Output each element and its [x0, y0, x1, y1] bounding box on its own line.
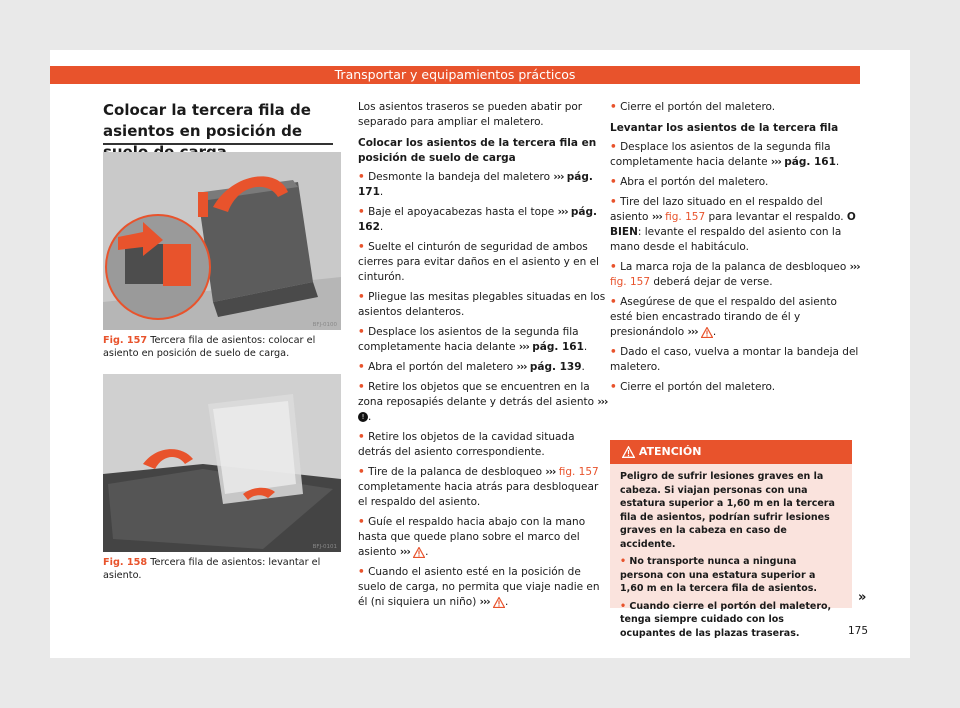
item-text: Abra el portón del maletero.	[620, 176, 769, 188]
warning-triangle-icon	[622, 446, 635, 458]
list-item: • Dado el caso, vuelva a montar la bandeja del maletero.	[610, 346, 859, 373]
list-item: • Asegúrese de que el respaldo del asiento esté bien encastrado tirando de él y presionándolo ››› .	[610, 296, 837, 338]
list-item: • Tire del lazo situado en el respaldo del asiento ››› fig. 157 para levantar el respaldo. O BIEN: levante el respaldo del asiento con la mano desde el habitáculo.	[610, 196, 856, 253]
figure-158-caption	[103, 556, 341, 582]
figure-157-image	[103, 152, 341, 330]
item-text: Desplace los asientos de la segunda fila completamente hacia delante	[358, 326, 579, 353]
page-ref[interactable]: pág. 161	[532, 341, 584, 353]
figure-label: Fig. 157	[103, 335, 148, 346]
figure-ref-link[interactable]: fig. 157	[665, 211, 706, 223]
item-text: para levantar el respaldo.	[708, 211, 844, 223]
warning-text: Peligro de sufrir lesiones graves en la cabeza. Si viajan personas con una estatura superior a 1,60 m en la tercera fila de asientos, podrían sufrir lesiones graves en la cabeza en caso de accidente.	[620, 471, 835, 550]
warning-box	[610, 440, 852, 639]
figure-code: BFJ-0101	[312, 544, 337, 550]
arrow-glyph: ›››	[651, 211, 662, 223]
continued-marker: »	[858, 590, 867, 605]
page-ref[interactable]: pág. 162	[358, 206, 597, 233]
list-item: • Desmonte la bandeja del maletero ››› pág. 171.	[358, 171, 593, 198]
item-text: Asegúrese de que el respaldo del asiento esté bien encastrado tirando de él y presionándolo	[610, 296, 837, 338]
item-text: Cierre el portón del maletero.	[620, 381, 776, 393]
list-item: • Pliegue las mesitas plegables situadas en los asientos delanteros.	[358, 291, 606, 318]
column-middle	[358, 100, 608, 615]
item-text: Cierre el portón del maletero.	[620, 101, 776, 113]
list-item: • Baje el apoyacabezas hasta el tope ››› pág. 162.	[358, 206, 597, 233]
intro-paragraph: Los asientos traseros se pueden abatir por separado para ampliar el maletero.	[358, 101, 583, 128]
page-ref[interactable]: pág. 161	[784, 156, 836, 168]
list-item: • Tire de la palanca de desbloqueo ››› fig. 157 completamente hacia atrás para desbloquear el respaldo del asiento.	[358, 466, 599, 508]
item-text: Suelte el cinturón de seguridad de ambos cierres para evitar daños en el asiento y en el cinturón.	[358, 241, 599, 283]
info-icon: !	[358, 412, 368, 422]
item-text: Desplace los asientos de la segunda fila completamente hacia delante	[610, 141, 831, 168]
item-text: Desmonte la bandeja del maletero	[368, 171, 551, 183]
page-number: 175	[848, 625, 869, 637]
figure-code: BFJ-0100	[312, 322, 337, 328]
arrow-glyph: ›››	[597, 396, 608, 408]
item-text: deberá dejar de verse.	[653, 276, 773, 288]
item-text: Abra el portón del maletero	[368, 361, 514, 373]
warning-triangle-icon	[413, 547, 425, 558]
item-text: Baje el apoyacabezas hasta el tope	[368, 206, 555, 218]
page-ref[interactable]: pág. 139	[529, 361, 582, 373]
item-text: Pliegue las mesitas plegables situadas en los asientos delanteros.	[358, 291, 606, 318]
arrow-glyph: ›››	[553, 171, 564, 183]
list-item: • Cierre el portón del maletero.	[610, 101, 776, 113]
arrow-glyph: ›››	[545, 466, 556, 478]
item-text: Retire los objetos que se encuentren en la zona reposapiés delante y detrás del asiento	[358, 381, 595, 408]
arrow-glyph: ›››	[516, 361, 527, 373]
warning-bullet-text: No transporte nunca a ninguna persona con una estatura superior a 1,60 m en la tercera fila de asientos.	[620, 556, 818, 594]
item-text: Tire del lazo situado en el respaldo del asiento	[610, 196, 823, 223]
figure-ref-link[interactable]: fig. 157	[610, 276, 650, 288]
warning-header	[610, 440, 852, 464]
column-right	[610, 100, 860, 400]
item-text: Retire los objetos de la cavidad situada detrás del asiento correspondiente.	[358, 431, 575, 458]
warning-bullet: • Cuando cierre el portón del maletero, tenga siempre cuidado con los ocupantes de las plazas traseras.	[620, 600, 832, 639]
figure-ref-link[interactable]: fig. 157	[558, 466, 599, 478]
list-item: • Suelte el cinturón de seguridad de ambos cierres para evitar daños en el asiento y en el cinturón.	[358, 241, 599, 283]
warning-triangle-icon	[493, 597, 505, 608]
title-divider	[103, 143, 333, 145]
list-item: • Desplace los asientos de la segunda fila completamente hacia delante ››› pág. 161.	[358, 326, 588, 353]
figure-label: Fig. 158	[103, 557, 148, 568]
list-item: • La marca roja de la palanca de desbloqueo ››› fig. 157 deberá dejar de verse.	[610, 261, 860, 288]
alternative-label: O BIEN	[610, 211, 856, 238]
warning-title: ATENCIÓN	[638, 445, 702, 458]
item-text: Tire de la palanca de desbloqueo	[368, 466, 543, 478]
item-text: La marca roja de la palanca de desbloqueo	[620, 261, 847, 273]
arrow-glyph: ›››	[849, 261, 860, 273]
arrow-glyph: ›››	[557, 206, 568, 218]
caption-text: Tercera fila de asientos: levantar el asiento.	[103, 557, 321, 581]
item-text: Cuando el asiento esté en la posición de suelo de carga, no permita que viaje nadie en él (ni siquiera un niño)	[358, 566, 600, 608]
warning-bullet: • No transporte nunca a ninguna persona con una estatura superior a 1,60 m en la tercera fila de asientos.	[620, 556, 818, 594]
warning-bullet-text: Cuando cierre el portón del maletero, tenga siempre cuidado con los ocupantes de las plazas traseras.	[620, 600, 832, 639]
list-item: • Guíe el respaldo hacia abajo con la mano hasta que quede plano sobre el marco del asiento ››› .	[358, 516, 586, 558]
section-title: Colocar la tercera fila de asientos en posición de	[103, 101, 311, 140]
arrow-glyph: ›››	[518, 341, 529, 353]
section-heading: Colocar los asientos de la tercera fila en posición de suelo de carga	[358, 137, 597, 164]
list-item: • Cuando el asiento esté en la posición de suelo de carga, no permita que viaje nadie en él (ni siquiera un niño) ››› .	[358, 566, 600, 608]
item-text: completamente hacia atrás para desbloquear el respaldo del asiento.	[358, 481, 599, 508]
arrow-glyph: ›››	[770, 156, 781, 168]
list-item: • Desplace los asientos de la segunda fila completamente hacia delante ››› pág. 161.	[610, 141, 840, 168]
section-heading: Levantar los asientos de la tercera fila	[610, 122, 839, 134]
item-text: Dado el caso, vuelva a montar la bandeja del maletero.	[610, 346, 859, 373]
arrow-glyph: ›››	[687, 326, 698, 338]
item-text: : levante el respaldo del asiento con la mano desde el habitáculo.	[610, 226, 842, 253]
list-item: • Retire los objetos de la cavidad situada detrás del asiento correspondiente.	[358, 431, 575, 458]
list-item: • Cierre el portón del maletero.	[610, 381, 776, 393]
arrow-glyph: ›››	[479, 596, 490, 608]
chapter-header: Transportar y equipamientos prácticos	[50, 66, 860, 84]
page-ref[interactable]: pág. 171	[358, 171, 593, 198]
warning-triangle-icon	[701, 327, 713, 338]
list-item: • Abra el portón del maletero.	[610, 176, 769, 188]
figure-158-image	[103, 374, 341, 552]
figure-157-caption	[103, 334, 341, 360]
list-item: • Abra el portón del maletero ››› pág. 139.	[358, 361, 585, 373]
caption-text: Tercera fila de asientos: colocar el asiento en posición de suelo de carga.	[103, 335, 316, 359]
warning-body	[610, 464, 852, 650]
item-text: Guíe el respaldo hacia abajo con la mano hasta que quede plano sobre el marco del asiento	[358, 516, 586, 558]
list-item: • Retire los objetos que se encuentren en la zona reposapiés delante y detrás del asiento ››› ! .	[358, 381, 608, 423]
arrow-glyph: ›››	[399, 546, 410, 558]
